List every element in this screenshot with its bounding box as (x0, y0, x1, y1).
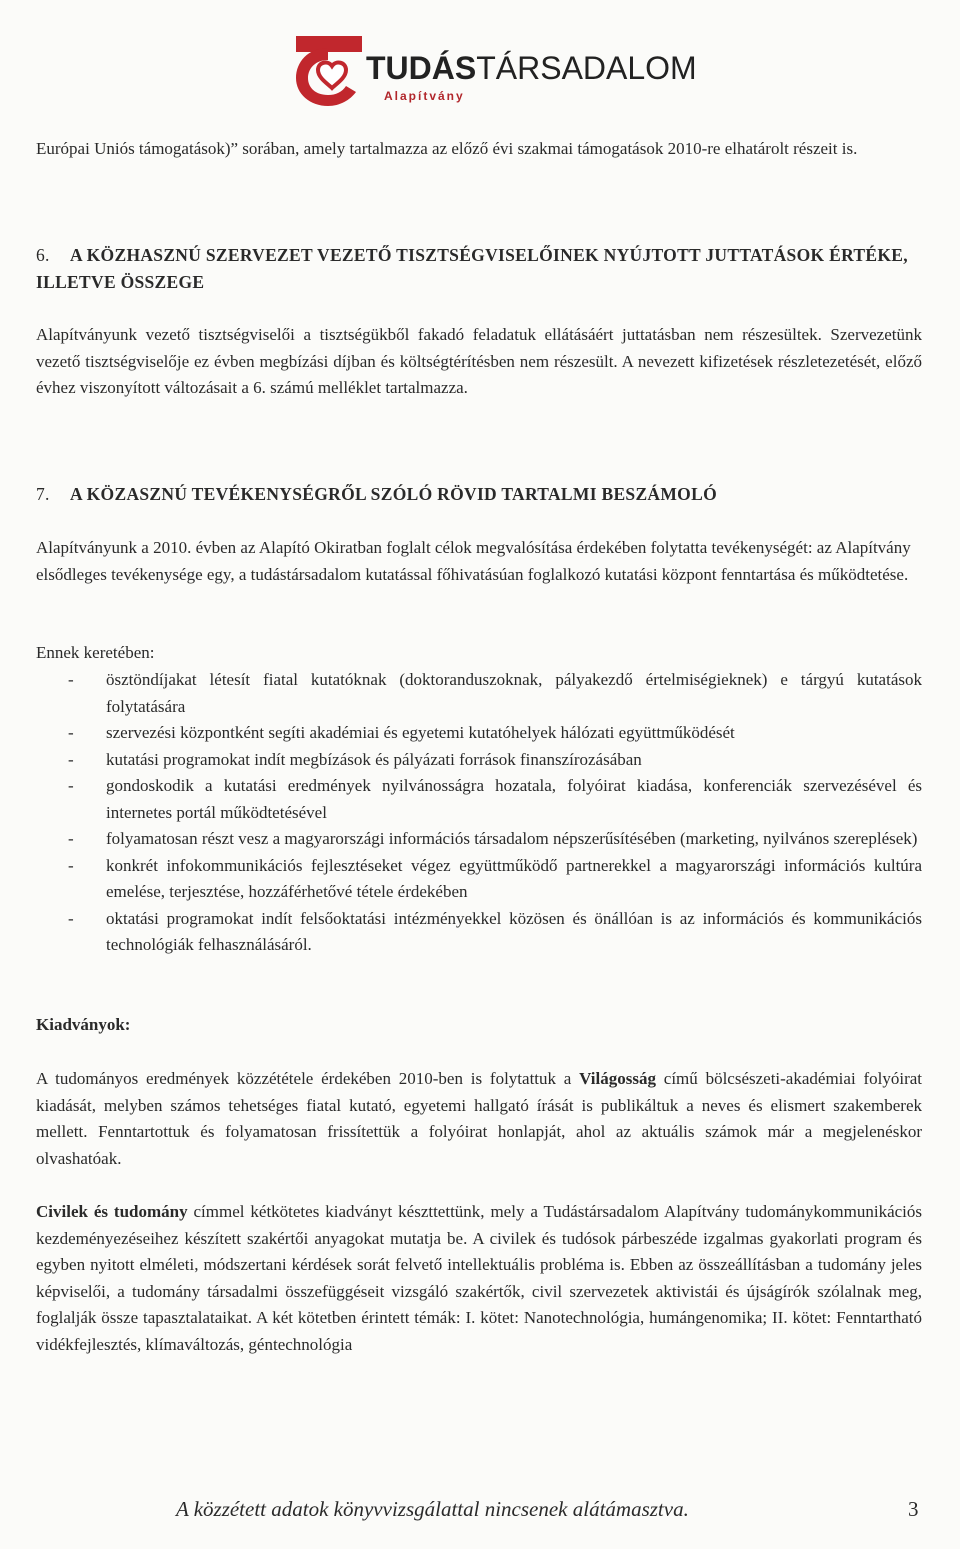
publications-p1-rest: című bölcsészeti-akadémiai folyóirat kiadását, melyben számos tehetséges fiatal kutató, egyetemi hallgató írását is publikáltuk a neves és elismert szakemberek mellett. Fenntartottuk és folyamatosan frissítettük a folyóirat honlapját, ahol az aktuális számok már a megjelenéskor olvashatóak. (36, 1069, 922, 1168)
activity-list (36, 667, 922, 959)
book-title: Civilek és tudomány (36, 1202, 188, 1221)
publications-paragraph-2 (36, 1199, 922, 1358)
list-item: - oktatási programokat indít felsőoktatási intézményekkel közösen és önállóan is az információs és kommunikációs technológiák felhasználásáról. (36, 906, 922, 959)
logo-wordmark (366, 52, 697, 84)
list-item: - konkrét infokommunikációs fejlesztéseket végez együttműködő partnerekkel a magyarországi információs kultúra emelése, terjesztése, hozzáférhetővé tétele érdekében (36, 853, 922, 906)
intro-paragraph: Európai Uniós támogatások)” sorában, amely tartalmazza az előző évi szakmai támogatások 2010-re elhatárolt részeit is. (36, 139, 858, 158)
publications-paragraph-1 (36, 1066, 922, 1172)
section-7-title: A KÖZASZNÚ TEVÉKENYSÉGRŐL SZÓLÓ RÖVID TARTALMI BESZÁMOLÓ (70, 484, 717, 504)
section-7-number: 7. (36, 484, 50, 504)
list-item: - szervezési központként segíti akadémiai és egyetemi kutatóhelyek hálózati együttműködését (36, 720, 922, 747)
section-6-number: 6. (36, 245, 50, 265)
section-7-body: Alapítványunk a 2010. évben az Alapító Okiratban foglalt célok megvalósítása érdekében folytatta tevékenységét: az Alapítvány elsődleges tevékenysége egy, a tudástársadalom kutatással főhivatásúan foglalkozó kutatási központ fenntartása és működtetése. (36, 538, 911, 584)
list-item: - kutatási programokat indít megbízások és pályázati források finanszírozásában (36, 747, 922, 774)
section-6-body: Alapítványunk vezető tisztségviselői a tisztségükből fakadó feladatuk ellátásáért juttatásban nem részesültek. Szervezetünk vezető tisztségviselője ez évben megbízási díjban és költségtérítésben nem részesült. A nevezett kifizetések részletezetését, előző évhez viszonyított változásait a 6. számú melléklet tartalmazza. (36, 325, 922, 397)
section-7-list-intro: Ennek keretében: (36, 643, 155, 662)
list-item: - gondoskodik a kutatási eredmények nyilvánosságra hozatala, folyóirat kiadása, konferenciák szervezésével és internetes portál működtetésével (36, 773, 922, 826)
audit-footnote: A közzétett adatok könyvvizsgálattal nincsenek alátámasztva. (176, 1497, 689, 1521)
list-item: - folyamatosan részt vesz a magyarországi információs társadalom népszerűsítésében (marketing, nyilvános szereplések) (36, 826, 922, 853)
section-7-heading (36, 481, 922, 508)
list-item: - ösztöndíjakat létesít fiatal kutatóknak (doktoranduszoknak, pályakezdő értelmiségieknek) e tárgyú kutatások folytatására (36, 667, 922, 720)
publications-p2-rest: címmel kétkötetes kiadványt készttettünk, mely a Tudástársadalom Alapítvány tudománykommunikációs kezdeményezéseihez készített szakértői anyagokat mutatja be. A civilek és tudósok párbeszéde izgalmas gyakorlati program és egyben nyitott elméleti, módszertani kérdések sorát felvető intellektuális probléma is. Ebben az összeállításban a tudomány jeles képviselői, a tudomány társadalmi összefüggéseit vizsgáló szakértők, civil szervezetek aktivistái és újságírók szólalnak meg, foglalják össze tapasztalataikat. A két kötetben érintett témák: I. kötet: Nanotechnológia, humángenomika; II. kötet: Fenntartható vidékfejlesztés, klímaváltozás, géntechnológia (36, 1202, 923, 1354)
logo-name-rest: TÁRSADALOM (476, 50, 697, 86)
publications-p1-lead: A tudományos eredmények közzététele érdekében 2010-ben is folytattuk a (36, 1069, 580, 1088)
logo-emblem-icon (288, 30, 368, 108)
section-6-heading (36, 242, 922, 295)
foundation-logo (288, 30, 708, 110)
page-number: 3 (908, 1497, 919, 1521)
section-6-title: A KÖZHASZNÚ SZERVEZET VEZETŐ TISZTSÉGVISELŐINEK NYÚJTOTT JUTTATÁSOK ÉRTÉKE, ILLETVE ÖSSZEGE (36, 245, 908, 292)
journal-title: Világosság (579, 1069, 656, 1088)
publications-heading: Kiadványok: (36, 1015, 131, 1034)
logo-name-bold: TUDÁS (366, 50, 477, 86)
logo-subtitle: Alapítvány (384, 89, 465, 103)
